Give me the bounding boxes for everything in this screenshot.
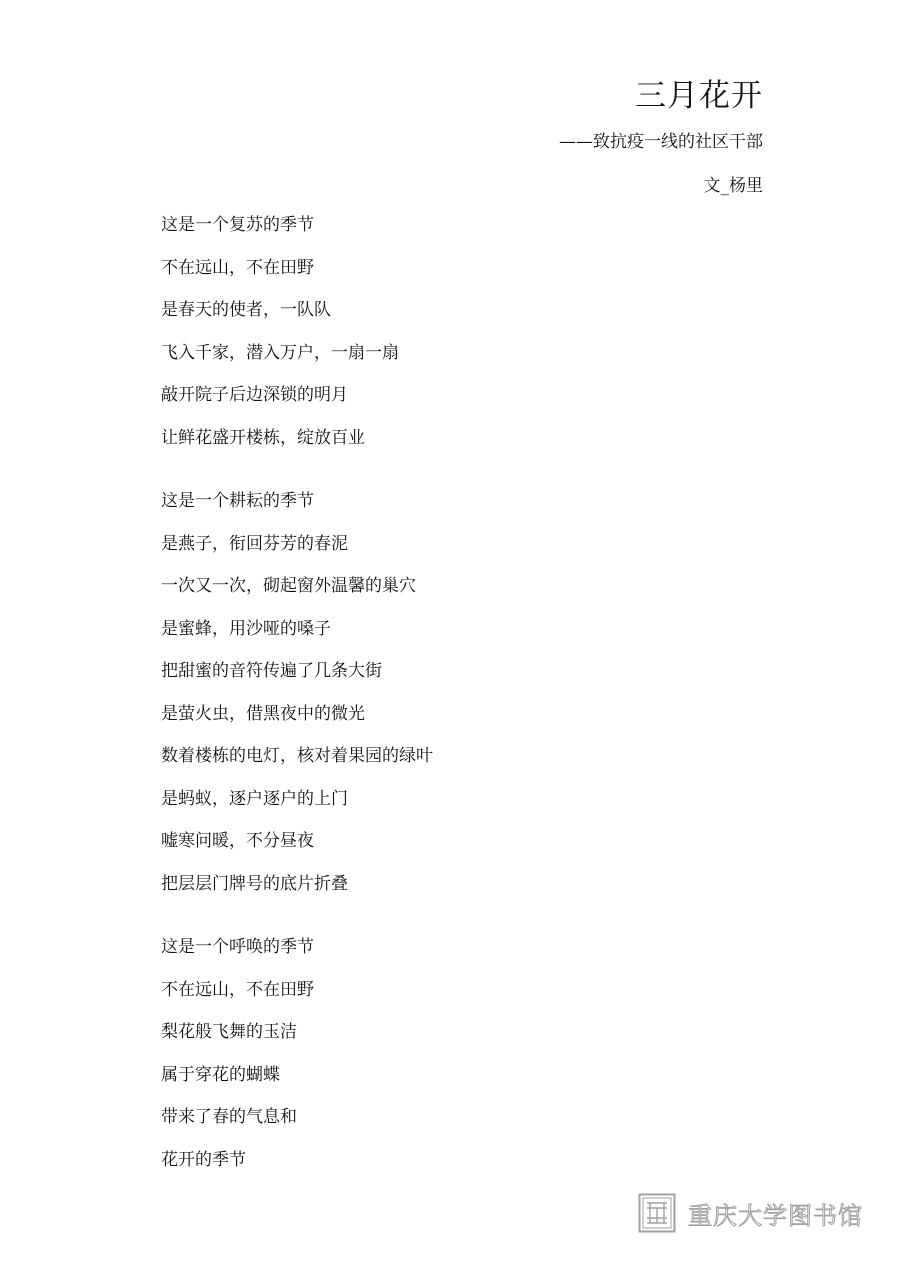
stanza-2 <box>161 486 761 911</box>
poem-line: 是春天的使者，一队队 <box>161 300 331 320</box>
poem-line: 是燕子，衔回芬芳的春泥 <box>161 533 348 554</box>
poem-line: 梨花般飞舞的玉洁 <box>161 1022 297 1042</box>
library-seal-icon <box>638 1193 676 1233</box>
poem-line: 一次又一次，砌起窗外温馨的巢穴 <box>161 576 416 596</box>
watermark-text: 重庆大学图书馆 <box>688 1201 863 1230</box>
poem-line: 这是一个呼唤的季节 <box>161 937 314 957</box>
poem-line: 属于穿花的蝴蝶 <box>161 1064 280 1085</box>
poem-line: 这是一个耕耘的季节 <box>161 491 314 511</box>
poem-subtitle: ——致抗疫一线的社区干部 <box>559 132 763 152</box>
poem-line: 花开的季节 <box>161 1149 246 1170</box>
poem-line: 不在远山，不在田野 <box>161 257 314 278</box>
stanza-1 <box>161 210 761 465</box>
poem-line: 带来了春的气息和 <box>161 1107 297 1127</box>
poem-line: 是蜜蜂，用沙哑的嗓子 <box>161 618 331 639</box>
poem-body <box>161 210 761 1208</box>
poem-line: 把甜蜜的音符传遍了几条大街 <box>161 661 382 681</box>
poem-title: 三月花开 <box>635 78 763 114</box>
poem-line: 是蚂蚁，逐户逐户的上门 <box>161 788 348 809</box>
poem-line: 这是一个复苏的季节 <box>161 215 314 235</box>
poem-line: 数着楼栋的电灯，核对着果园的绿叶 <box>161 746 433 766</box>
poem-line: 是萤火虫，借黑夜中的微光 <box>161 703 365 724</box>
stanza-3 <box>161 932 761 1187</box>
poem-line: 飞入千家，潜入万户，一扇一扇 <box>161 342 399 363</box>
library-watermark <box>638 1193 863 1233</box>
poem-line: 把层层门牌号的底片折叠 <box>161 873 348 894</box>
poem-line: 嘘寒问暖，不分昼夜 <box>161 831 314 851</box>
poem-line: 敲开院子后边深锁的明月 <box>161 385 348 405</box>
poem-author: 文_杨里 <box>703 176 763 196</box>
poem-line: 不在远山，不在田野 <box>161 979 314 1000</box>
poem-line: 让鲜花盛开楼栋，绽放百业 <box>161 427 365 448</box>
